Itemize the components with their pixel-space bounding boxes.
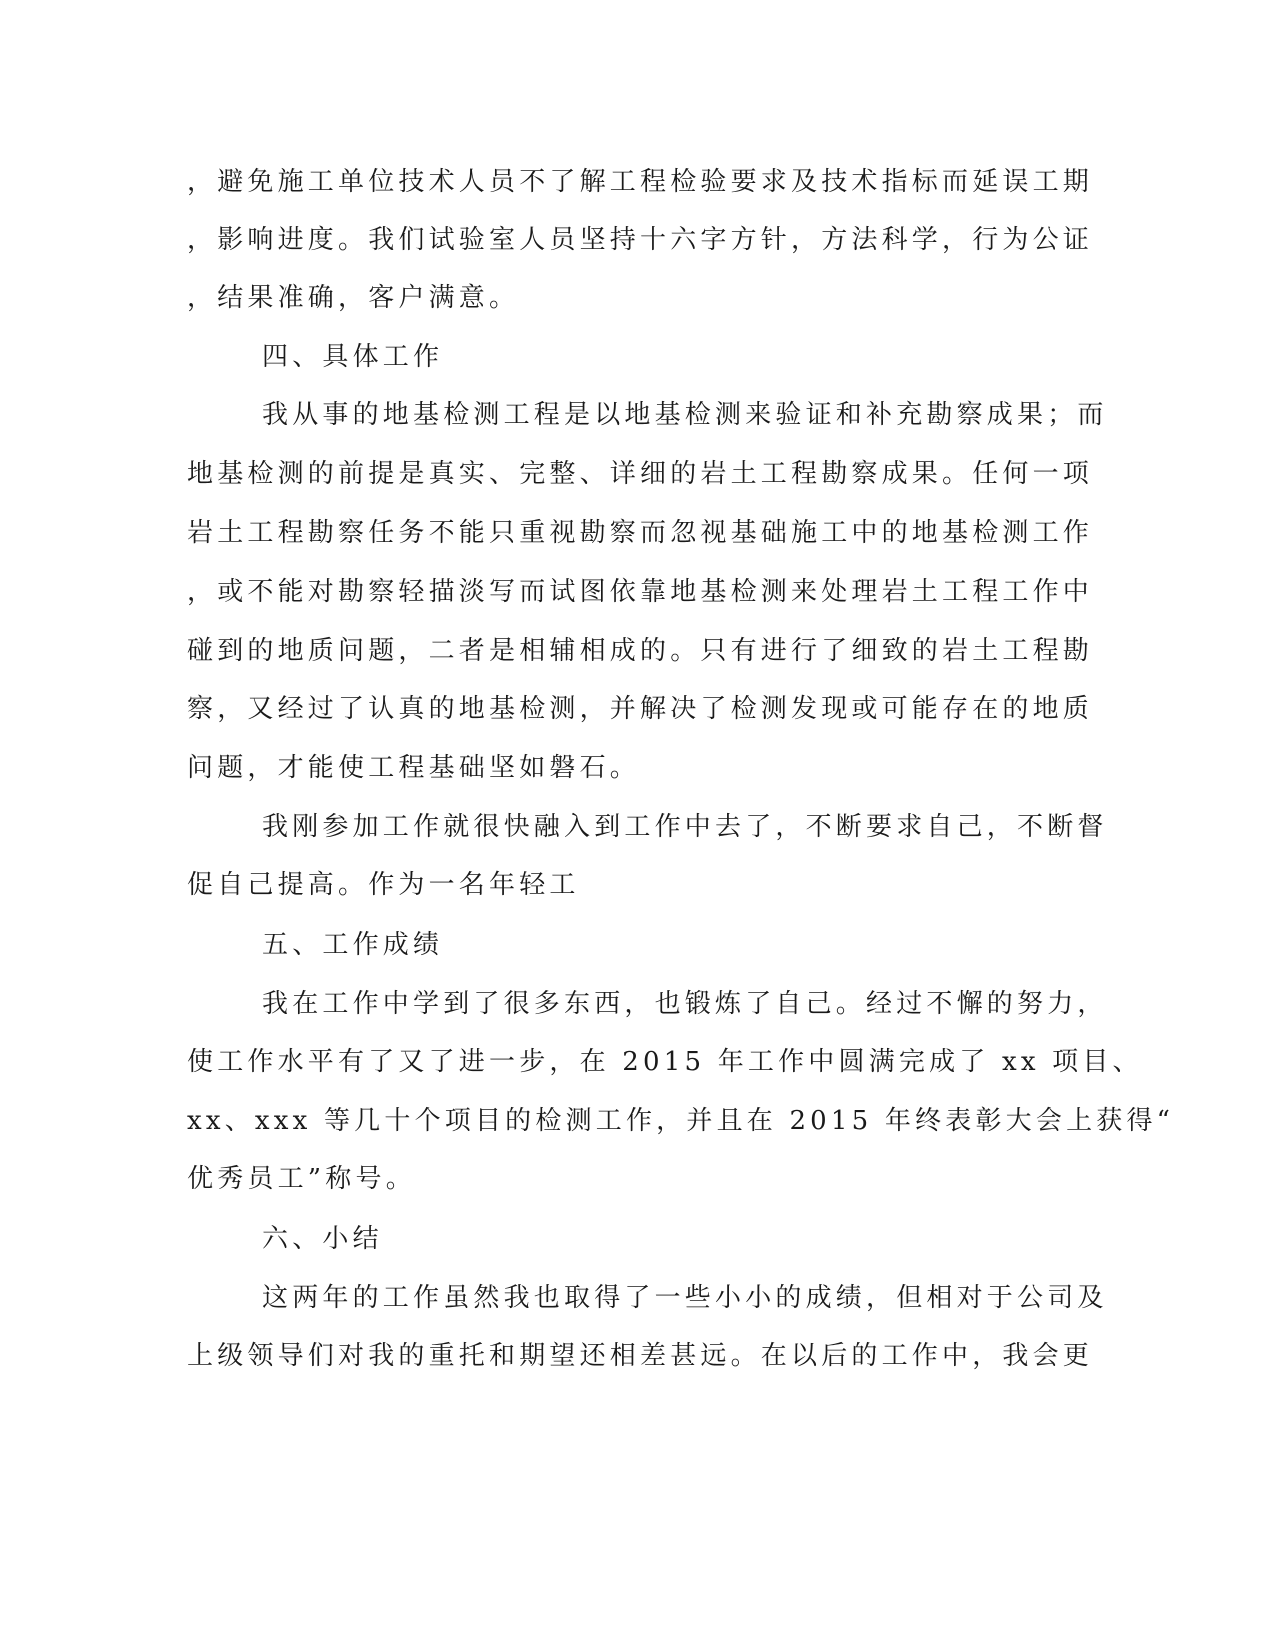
text-line: ，结果准确，客户满意。 [187,283,520,313]
text-line: 岩土工程勘察任务不能只重视勘察而忽视基础施工中的地基检测工作 [187,518,1094,548]
text-line: 我从事的地基检测工程是以地基检测来验证和补充勘察成果；而 [262,400,1108,430]
text-line: xx、xxx 等几十个项目的检测工作，并且在 2015 年终表彰大会上获得“ [187,1106,1175,1136]
text-line: 察，又经过了认真的地基检测，并解决了检测发现或可能存在的地质 [187,694,1094,724]
text-line: 我在工作中学到了很多东西，也锻炼了自己。经过不懈的努力， [262,989,1108,1019]
text-line: 上级领导们对我的重托和期望还相差甚远。在以后的工作中，我会更 [187,1341,1094,1371]
section-heading: 四、具体工作 [262,342,444,372]
text-line: 这两年的工作虽然我也取得了一些小小的成绩，但相对于公司及 [262,1283,1108,1313]
text-line: 我刚参加工作就很快融入到工作中去了，不断要求自己，不断督 [262,812,1108,842]
text-line: 地基检测的前提是真实、完整、详细的岩土工程勘察成果。任何一项 [187,459,1094,489]
text-line: 促自己提高。作为一名年轻工 [187,870,580,900]
text-line: ，或不能对勘察轻描淡写而试图依靠地基检测来处理岩土工程工作中 [187,577,1094,607]
text-line: 问题，才能使工程基础坚如磐石。 [187,753,641,783]
text-line: 使工作水平有了又了进一步，在 2015 年工作中圆满完成了 xx 项目、 [187,1047,1143,1077]
text-line: 碰到的地质问题，二者是相辅相成的。只有进行了细致的岩土工程勘 [187,636,1094,666]
section-heading: 六、小结 [262,1224,383,1254]
section-heading: 五、工作成绩 [262,930,444,960]
text-line: ，影响进度。我们试验室人员坚持十六字方针，方法科学，行为公证 [187,225,1094,255]
text-line: ，避免施工单位技术人员不了解工程检验要求及技术指标而延误工期 [187,167,1094,197]
text-line: 优秀员工”称号。 [187,1164,416,1194]
